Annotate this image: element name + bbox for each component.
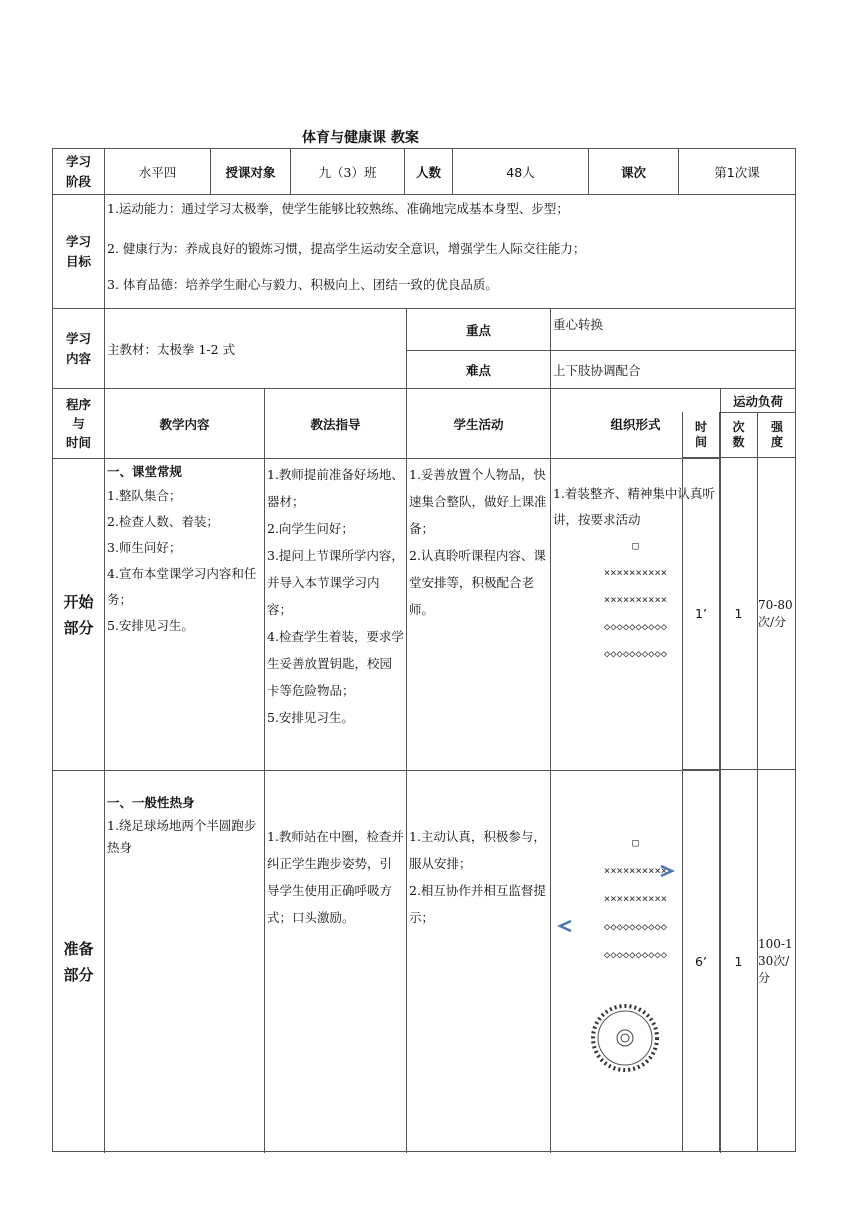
time-header: 时 间 bbox=[682, 412, 720, 458]
section-prep-content bbox=[105, 771, 265, 1153]
content-line: 5.安排见习生。 bbox=[107, 618, 194, 633]
method-line: 3.提问上节课所学内容，并导入本节课学习内容； bbox=[267, 548, 404, 617]
teacher-marker: □ bbox=[632, 540, 639, 552]
stage-label: 学习 阶段 bbox=[53, 149, 105, 195]
content-title: 一、一般性热身 bbox=[107, 795, 195, 810]
objective-item: 1.运动能力：通过学习太极拳，使学生能够比较熟练、准确地完成基本身型、步型； bbox=[107, 201, 569, 216]
target-value: 九（3）班 bbox=[291, 149, 405, 195]
objective-item: 2. 健康行为：养成良好的锻炼习惯，提高学生运动安全意识，增强学生人际交往能力； bbox=[107, 241, 586, 256]
organization-header: 组织形式 bbox=[551, 389, 721, 459]
lesson-label: 课次 bbox=[589, 149, 679, 195]
difficulty-value: 上下肢协调配合 bbox=[551, 351, 795, 389]
teaching-content-header: 教学内容 bbox=[105, 389, 265, 459]
objectives-list bbox=[105, 195, 795, 309]
org-text: 1.着装整齐、精神集中认真听讲，按要求活动 bbox=[553, 486, 715, 527]
formation-row: ×××××××××× bbox=[603, 594, 668, 606]
section-start-reps: 1 bbox=[720, 458, 758, 770]
lesson-value: 第1次课 bbox=[679, 149, 795, 195]
content-line: 1.绕足球场地两个半圆跑步热身 bbox=[107, 818, 257, 855]
reps-header: 次 数 bbox=[720, 412, 758, 458]
content-line: 2.检查人数、着装； bbox=[107, 514, 219, 529]
section-prep-time: 6’ bbox=[682, 770, 720, 1152]
count-value: 48人 bbox=[453, 149, 589, 195]
procedure-header: 程序 与 时间 bbox=[53, 389, 105, 459]
student-activity-header: 学生活动 bbox=[407, 389, 551, 459]
section-start-content bbox=[105, 459, 265, 771]
target-label: 授课对象 bbox=[211, 149, 291, 195]
method-line: 5.安排见习生。 bbox=[267, 710, 354, 725]
formation-row: ◇◇◇◇◇◇◇◇◇◇ bbox=[603, 921, 668, 933]
formation-row: ×××××××××× bbox=[603, 567, 668, 579]
section-start-method bbox=[265, 459, 407, 771]
stage-value: 水平四 bbox=[105, 149, 211, 195]
arrow-left-icon bbox=[557, 919, 573, 933]
key-point-label: 重点 bbox=[407, 309, 551, 351]
method-line: 1.教师站在中圈，检查并纠正学生跑步姿势，引导学生使用正确呼吸方式；口头激励。 bbox=[267, 829, 404, 925]
section-start-label: 开始 部分 bbox=[53, 459, 105, 771]
formation-row: ◇◇◇◇◇◇◇◇◇◇ bbox=[603, 621, 668, 633]
running-track-icon bbox=[585, 1003, 665, 1073]
section-prep-label: 准备 部分 bbox=[53, 771, 105, 1153]
section-start-intensity: 70-80次/分 bbox=[758, 458, 796, 770]
formation-row: ×××××××××× bbox=[603, 893, 668, 905]
content-line: 4.宣布本堂课学习内容和任务； bbox=[107, 566, 257, 607]
method-header: 教法指导 bbox=[265, 389, 407, 459]
main-material: 主教材：太极拳 1-2 式 bbox=[105, 309, 407, 389]
student-line: 1.妥善放置个人物品，快速集合整队，做好上课准备； bbox=[409, 467, 547, 536]
section-start-student bbox=[407, 459, 551, 771]
load-columns bbox=[694, 412, 796, 1152]
section-prep-student bbox=[407, 771, 551, 1153]
method-line: 4.检查学生着装，要求学生妥善放置钥匙，校园卡等危险物品； bbox=[267, 629, 404, 698]
content-label: 学习 内容 bbox=[53, 309, 105, 389]
difficulty-label: 难点 bbox=[407, 351, 551, 389]
section-prep-method bbox=[265, 771, 407, 1153]
arrow-right-icon bbox=[659, 864, 675, 878]
content-line: 1.整队集合； bbox=[107, 488, 182, 503]
key-point-value: 重心转换 bbox=[551, 309, 795, 351]
load-header: 运动负荷 bbox=[721, 389, 795, 413]
formation-row: ◇◇◇◇◇◇◇◇◇◇ bbox=[603, 648, 668, 660]
student-line: 2.认真聆听课程内容、课堂安排等，积极配合老师。 bbox=[409, 548, 546, 617]
section-prep-reps: 1 bbox=[720, 770, 758, 1152]
section-prep-intensity: 100-130次/分 bbox=[758, 936, 793, 985]
count-label: 人数 bbox=[405, 149, 453, 195]
formation-row: ×××××××××× bbox=[603, 865, 668, 877]
formation-row: ◇◇◇◇◇◇◇◇◇◇ bbox=[603, 949, 668, 961]
teacher-marker: □ bbox=[632, 837, 639, 849]
page-title: 体育与健康课 教案 bbox=[302, 130, 419, 146]
objectives-label: 学习 目标 bbox=[53, 195, 105, 309]
objective-item: 3. 体育品德：培养学生耐心与毅力、积极向上、团结一致的优良品质。 bbox=[107, 277, 498, 292]
intensity-header: 强 度 bbox=[758, 412, 796, 458]
content-title: 一、课堂常规 bbox=[107, 464, 183, 479]
method-line: 1.教师提前准备好场地、器材； bbox=[267, 467, 404, 509]
student-line: 2.相互协作并相互监督提示； bbox=[409, 883, 546, 925]
method-line: 2.向学生问好； bbox=[267, 521, 354, 536]
section-start-time: 1’ bbox=[682, 458, 720, 770]
student-line: 1.主动认真，积极参与，服从安排； bbox=[409, 829, 546, 871]
content-line: 3.师生问好； bbox=[107, 540, 182, 555]
